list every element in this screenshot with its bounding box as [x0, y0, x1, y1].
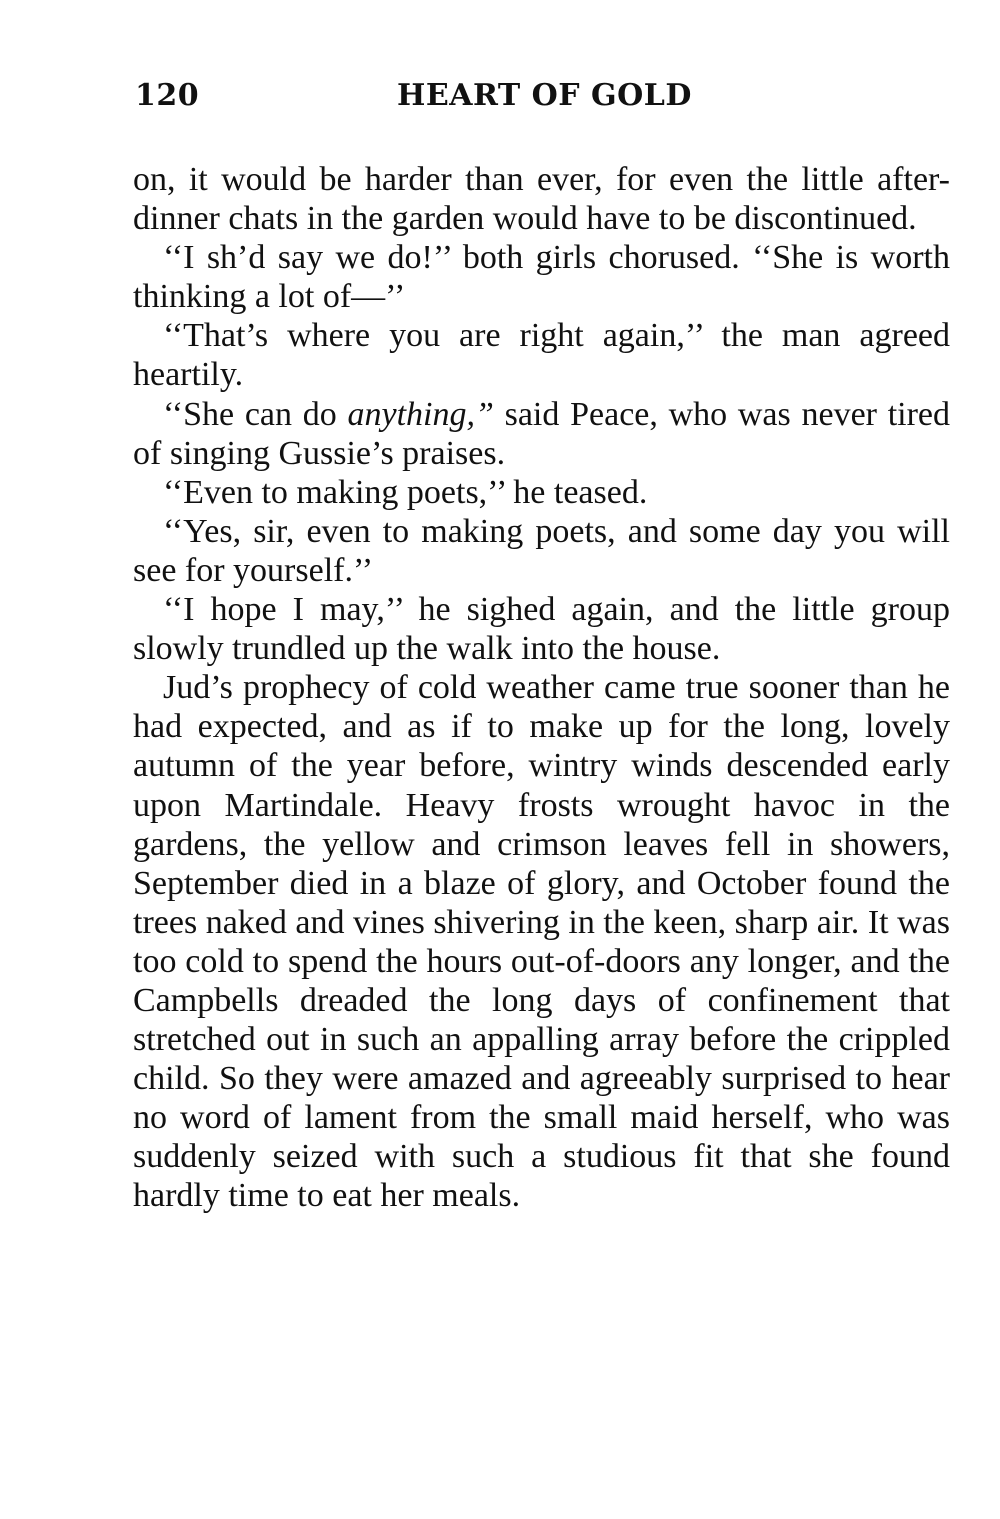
paragraph-1: on, it would be harder than ever, for even the little after-dinner chats in the garden would have to be discontinued. [133, 161, 950, 238]
running-title: HEART OF GOLD [397, 78, 692, 113]
paragraph-2: ‘‘I sh’d say we do!’’ both girls chorused. ‘‘She is worth thinking a lot of—’’ [133, 239, 950, 316]
paragraph-4 [133, 395, 950, 473]
paragraph-3: ‘‘That’s where you are right again,’’ the man agreed heartily. [133, 317, 950, 394]
paragraph-4-start: ‘‘She can do [163, 395, 348, 433]
page-number: 120 [135, 78, 200, 113]
running-head [135, 78, 950, 118]
paragraph-7: ‘‘I hope I may,’’ he sighed again, and the little group slowly trundled up the walk into the house. [133, 591, 950, 668]
emphasis-anything: anything,” [347, 395, 494, 433]
paragraph-4-end: said Peace, who was never tired of singing Gussie’s praises. [133, 395, 951, 472]
paragraph-6: ‘‘Yes, sir, even to making poets, and some day you will see for yourself.’’ [133, 512, 950, 589]
paragraph-8: Jud’s prophecy of cold weather came true sooner than he had expected, and as if to make up for the long, lovely autumn of the year before, wintry winds descended early upon Martindale. Heavy frosts wrought havoc in the gardens, the yellow and crimson leaves fell in showers, September died in a blaze of glory, and October found the trees naked and vines shivering in the keen, sharp air. It was too cold to spend the hours out-of-doors any longer, and the Campbells dreaded the long days of confinement that stretched out in such an appalling array before the crippled child. So they were amazed and agreeably surprised to hear no word of lament from the small maid herself, who was suddenly seized with such a studious fit that she found hardly time to eat her meals. [133, 669, 950, 1215]
body-text [133, 160, 950, 1216]
paragraph-5: ‘‘Even to making poets,’’ he teased. [163, 473, 648, 511]
